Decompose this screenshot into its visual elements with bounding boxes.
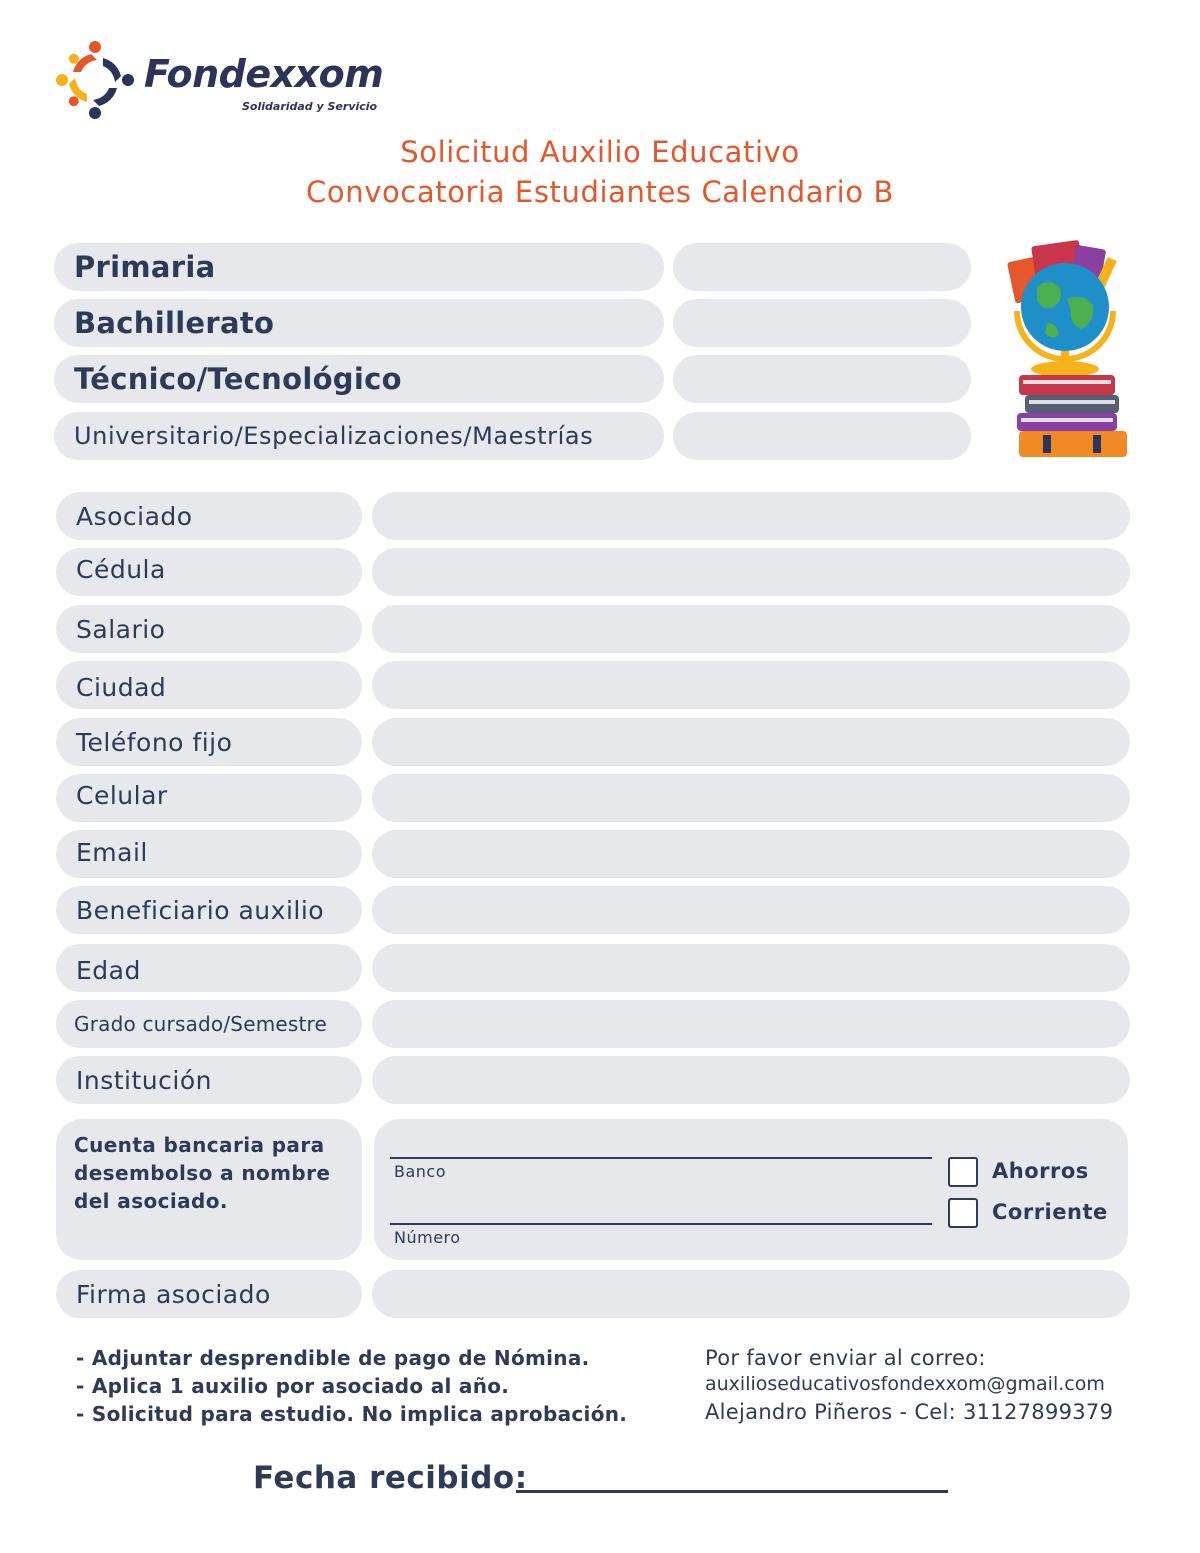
- salario-label: [56, 605, 362, 653]
- level-primaria-field[interactable]: [673, 243, 971, 291]
- bank-label-line-2: desembolso a nombre: [74, 1161, 331, 1185]
- level-label: Técnico/Tecnológico: [74, 362, 402, 396]
- salario-field[interactable]: [372, 605, 1130, 653]
- level-tecnico-label: [54, 355, 664, 403]
- field-label: Celular: [76, 780, 168, 810]
- email-field[interactable]: [372, 830, 1130, 878]
- numero-input-line[interactable]: [390, 1223, 932, 1225]
- level-label: Universitario/Especializaciones/Maestrías: [74, 422, 594, 450]
- celular-label: [56, 774, 362, 822]
- email-label: [56, 830, 362, 878]
- bank-label-line-1: Cuenta bancaria para: [74, 1133, 325, 1157]
- globe-books-icon: [1003, 237, 1133, 462]
- field-label: Teléfono fijo: [76, 727, 233, 757]
- bank-account-field: [374, 1119, 1128, 1260]
- institucion-label: [56, 1056, 362, 1104]
- cedula-field[interactable]: [372, 548, 1130, 596]
- cedula-label: [56, 548, 362, 596]
- note-3: - Solicitud para estudio. No implica aprobación.: [76, 1402, 628, 1426]
- corriente-checkbox[interactable]: [948, 1198, 978, 1228]
- field-label: Cédula: [76, 554, 166, 584]
- field-label: Edad: [76, 955, 141, 985]
- fecha-recibido-label: Fecha recibido:: [253, 1460, 528, 1496]
- level-label: Bachillerato: [74, 306, 275, 340]
- field-label: Email: [76, 837, 148, 867]
- form-subtitle: Convocatoria Estudiantes Calendario B: [306, 175, 894, 209]
- level-tecnico-field[interactable]: [673, 355, 971, 403]
- level-bachillerato-field[interactable]: [673, 299, 971, 347]
- ahorros-label: Ahorros: [992, 1159, 1089, 1183]
- contact-person: Alejandro Piñeros - Cel: 31127899379: [705, 1400, 1114, 1424]
- field-label: Institución: [76, 1065, 212, 1095]
- asociado-field[interactable]: [372, 492, 1130, 540]
- field-label: Asociado: [76, 501, 193, 531]
- field-label: Beneficiario auxilio: [76, 895, 325, 925]
- field-label: Salario: [76, 614, 166, 644]
- firma-field[interactable]: [372, 1270, 1130, 1318]
- grado-field[interactable]: [372, 1000, 1130, 1048]
- corriente-label: Corriente: [992, 1200, 1108, 1224]
- ciudad-label: [56, 661, 362, 709]
- contact-email: auxilioseducativosfondexxom@gmail.com: [705, 1373, 1105, 1395]
- note-1: - Adjuntar desprendible de pago de Nómina.: [76, 1346, 590, 1370]
- field-label: Ciudad: [76, 672, 167, 702]
- banco-input-line[interactable]: [390, 1157, 932, 1159]
- beneficiario-field[interactable]: [372, 886, 1130, 934]
- ahorros-checkbox[interactable]: [948, 1157, 978, 1187]
- level-universitario-label: [54, 412, 664, 460]
- field-label: Grado cursado/Semestre: [74, 1012, 328, 1036]
- level-primaria-label: [54, 243, 664, 291]
- grado-label: [56, 1000, 362, 1048]
- edad-label: [56, 944, 362, 992]
- edad-field[interactable]: [372, 944, 1130, 992]
- firma-label: [56, 1270, 362, 1318]
- contact-intro: Por favor enviar al correo:: [705, 1346, 986, 1370]
- form-title: Solicitud Auxilio Educativo: [400, 135, 800, 169]
- brand-name: Fondexxom: [144, 52, 384, 96]
- bank-label-line-3: del asociado.: [74, 1189, 228, 1213]
- level-label: Primaria: [74, 250, 216, 284]
- level-universitario-field[interactable]: [673, 412, 971, 460]
- brand-slogan: Solidaridad y Servicio: [242, 100, 378, 113]
- logo: [54, 38, 384, 122]
- field-label: Firma asociado: [76, 1279, 271, 1309]
- fecha-recibido-line[interactable]: [516, 1490, 948, 1493]
- telefono-label: [56, 718, 362, 766]
- numero-caption: Número: [394, 1228, 461, 1247]
- institucion-field[interactable]: [372, 1056, 1130, 1104]
- asociado-label: [56, 492, 362, 540]
- level-bachillerato-label: [54, 299, 664, 347]
- banco-caption: Banco: [394, 1162, 447, 1181]
- ciudad-field[interactable]: [372, 661, 1130, 709]
- beneficiario-label: [56, 886, 362, 934]
- note-2: - Aplica 1 auxilio por asociado al año.: [76, 1374, 510, 1398]
- bank-account-label: [56, 1119, 362, 1260]
- logo-emblem-icon: [54, 38, 136, 122]
- celular-field[interactable]: [372, 774, 1130, 822]
- telefono-field[interactable]: [372, 718, 1130, 766]
